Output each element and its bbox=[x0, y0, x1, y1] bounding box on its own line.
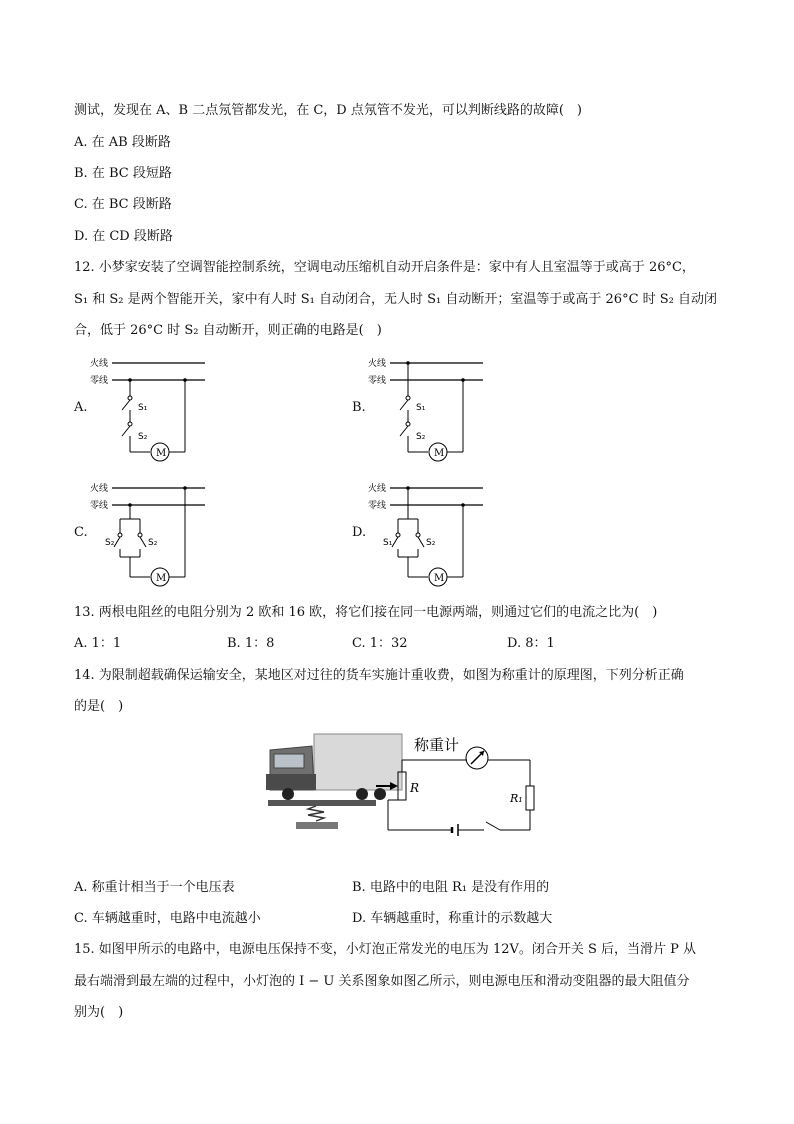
live-wire-label: 火线 bbox=[90, 484, 109, 494]
s1-label: S₁ bbox=[383, 538, 393, 548]
q11-option-a: A. 在 AB 段断路 bbox=[74, 135, 171, 150]
motor-icon: M bbox=[434, 448, 445, 459]
q12-option-b-label: B. bbox=[352, 400, 366, 415]
q12-stem-line-1: 12. 小梦家安装了空调智能控制系统，空调电动压缩机自动开启条件是：家中有人且室温等于或高于 26°C， bbox=[74, 260, 695, 275]
s2-label: S₂ bbox=[105, 538, 115, 548]
q11-stem: 测试，发现在 A、B 二点氖管都发光，在 C，D 点氖管不发光，可以判断线路的故障( ) bbox=[74, 103, 582, 118]
q12-circuit-a bbox=[90, 352, 220, 468]
q11-option-b: B. 在 BC 段短路 bbox=[74, 166, 172, 181]
scale-platform bbox=[268, 800, 376, 806]
live-wire-label: 火线 bbox=[368, 484, 387, 494]
q14-weighing-figure bbox=[262, 728, 552, 838]
q12-circuit-b bbox=[368, 352, 498, 468]
neutral-wire-label: 零线 bbox=[90, 376, 109, 386]
s1-label: S₁ bbox=[416, 403, 426, 413]
q12-option-d-label: D. bbox=[352, 525, 367, 540]
q13-option-d: D. 8：1 bbox=[507, 636, 555, 651]
q14-option-b: B. 电路中的电阻 R₁ 是没有作用的 bbox=[352, 880, 550, 895]
truck-icon bbox=[266, 734, 402, 800]
live-wire-label: 火线 bbox=[90, 359, 109, 369]
neutral-wire-label: 零线 bbox=[368, 376, 387, 386]
q13-stem: 13. 两根电阻丝的电阻分别为 2 欧和 16 欧，将它们接在同一电源两端，则通过它们的电流之比为( ) bbox=[74, 605, 658, 620]
s2-label: S₂ bbox=[148, 538, 158, 548]
q12-circuit-d bbox=[368, 477, 498, 593]
s2-label: S₂ bbox=[426, 538, 436, 548]
q12-circuit-c bbox=[90, 477, 220, 593]
spring-icon bbox=[308, 806, 324, 821]
neutral-wire-label: 零线 bbox=[90, 501, 109, 511]
q15-stem-line-2: 最右端滑到最左端的过程中，小灯泡的 I − U 关系图象如图乙所示，则电源电压和滑动变阻器的最大阻值分 bbox=[74, 974, 690, 989]
q11-option-c: C. 在 BC 段断路 bbox=[74, 197, 172, 212]
neutral-wire-label: 零线 bbox=[368, 501, 387, 511]
q15-stem-line-3: 别为( ) bbox=[74, 1005, 124, 1020]
s1-label: S₁ bbox=[138, 403, 148, 413]
r-label: R bbox=[410, 781, 420, 795]
q13-option-a: A. 1：1 bbox=[74, 636, 122, 651]
q12-option-a-label: A. bbox=[74, 400, 88, 415]
motor-icon: M bbox=[434, 573, 445, 584]
q13-option-b: B. 1：8 bbox=[227, 636, 275, 651]
meter-label: 称重计 bbox=[414, 736, 460, 754]
q14-option-a: A. 称重计相当于一个电压表 bbox=[74, 880, 235, 895]
s2-label: S₂ bbox=[138, 432, 148, 442]
motor-icon: M bbox=[156, 573, 167, 584]
r1-label: R₁ bbox=[510, 792, 523, 805]
scale-base bbox=[296, 822, 338, 829]
live-wire-label: 火线 bbox=[368, 359, 387, 369]
switch-icon bbox=[486, 822, 500, 830]
q15-stem-line-1: 15. 如图甲所示的电路中，电源电压保持不变，小灯泡正常发光的电压为 12V。闭合开关 S 后，当滑片 P 从 bbox=[74, 942, 697, 957]
motor-icon: M bbox=[156, 448, 167, 459]
q14-stem-line-2: 的是( ) bbox=[74, 699, 124, 714]
resistor-r1 bbox=[526, 786, 534, 810]
q12-option-c-label: C. bbox=[74, 525, 88, 540]
q14-option-d: D. 车辆越重时，称重计的示数越大 bbox=[352, 911, 553, 926]
q12-stem-line-3: 合，低于 26°C 时 S₂ 自动断开，则正确的电路是( ) bbox=[74, 323, 382, 338]
q14-option-c: C. 车辆越重时，电路中电流越小 bbox=[74, 911, 261, 926]
q13-option-c: C. 1：32 bbox=[352, 636, 408, 651]
q14-stem-line-1: 14. 为限制超载确保运输安全，某地区对过往的货车实施计重收费，如图为称重计的原理图，下列分析正确 bbox=[74, 668, 684, 683]
q12-stem-line-2: S₁ 和 S₂ 是两个智能开关，家中有人时 S₁ 自动闭合，无人时 S₁ 自动断开；室温等于或高于 26°C 时 S₂ 自动闭 bbox=[74, 292, 718, 307]
s2-label: S₂ bbox=[416, 432, 426, 442]
q11-option-d: D. 在 CD 段断路 bbox=[74, 229, 173, 244]
